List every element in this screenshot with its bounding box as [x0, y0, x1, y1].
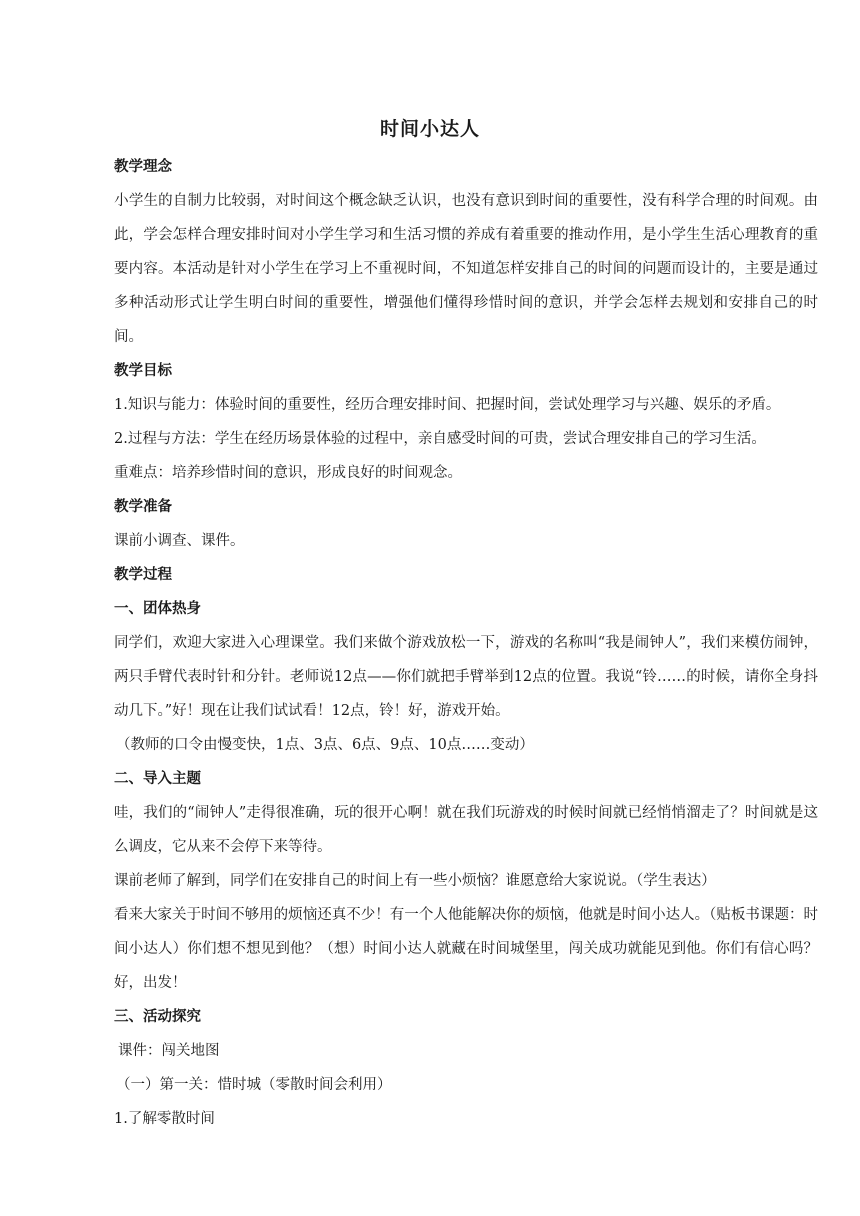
section-heading: 教学理念	[114, 158, 172, 175]
paragraph: 课前老师了解到，同学们在安排自己的时间上有一些小烦恼？谁愿意给大家说说。（学生表达）	[114, 873, 716, 889]
paragraph: 1.了解零散时间	[114, 1111, 215, 1127]
subsection-heading: 三、活动探究	[114, 1008, 201, 1025]
paragraph: 同学们，欢迎大家进入心理课堂。我们来做个游戏放松一下，游戏的名称叫“我是闹钟人”，我们来模仿闹钟，两只手臂代表时针和分针。老师说12点——你们就把手臂举到12点的位置。我说“铃……的时候，请你全身抖动几下。”好！现在让我们试试看！12点，铃！好，游戏开始。	[114, 635, 818, 719]
paragraph: 重难点：培养珍惜时间的意识，形成良好的时间观念。	[114, 465, 462, 481]
document-title: 时间小达人	[379, 118, 480, 140]
section-heading: 教学目标	[114, 362, 172, 379]
paragraph: 课件：闯关地图	[118, 1043, 220, 1059]
paragraph: 课前小调查、课件。	[114, 533, 245, 549]
paragraph: 哇，我们的“闹钟人”走得很准确，玩的很开心啊！就在我们玩游戏的时候时间就已经悄悄溜走了？时间就是这么调皮，它从来不会停下来等待。	[114, 805, 818, 855]
paragraph: 看来大家关于时间不够用的烦恼还真不少！有一个人他能解决你的烦恼，他就是时间小达人。（贴板书课题：时间小达人）你们想不想见到他？（想）时间小达人就藏在时间城堡里，闯关成功就能见到他。你们有信心吗？好，出发！	[114, 907, 818, 991]
section-heading: 教学准备	[114, 498, 172, 515]
document-body	[114, 150, 818, 1136]
paragraph: （教师的口令由慢变快，1点、3点、6点、9点、10点……变动）	[116, 737, 534, 753]
paragraph: 1.知识与能力：体验时间的重要性，经历合理安排时间、把握时间，尝试处理学习与兴趣、娱乐的矛盾。	[114, 397, 781, 413]
section-heading: 教学过程	[114, 566, 172, 583]
subsection-heading: 二、导入主题	[114, 770, 201, 787]
paragraph: 小学生的自制力比较弱，对时间这个概念缺乏认识，也没有意识到时间的重要性，没有科学合理的时间观。由此，学会怎样合理安排时间对小学生学习和生活习惯的养成有着重要的推动作用，是小学生生活心理教育的重要内容。本活动是针对小学生在学习上不重视时间，不知道怎样安排自己的时间的问题而设计的，主要是通过多种活动形式让学生明白时间的重要性，增强他们懂得珍惜时间的意识，并学会怎样去规划和安排自己的时间。	[114, 193, 818, 345]
paragraph: （一）第一关：惜时城（零散时间会利用）	[116, 1077, 392, 1093]
subsection-heading: 一、团体热身	[114, 600, 201, 617]
paragraph: 2.过程与方法：学生在经历场景体验的过程中，亲自感受时间的可贵，尝试合理安排自己的学习生活。	[114, 431, 766, 447]
